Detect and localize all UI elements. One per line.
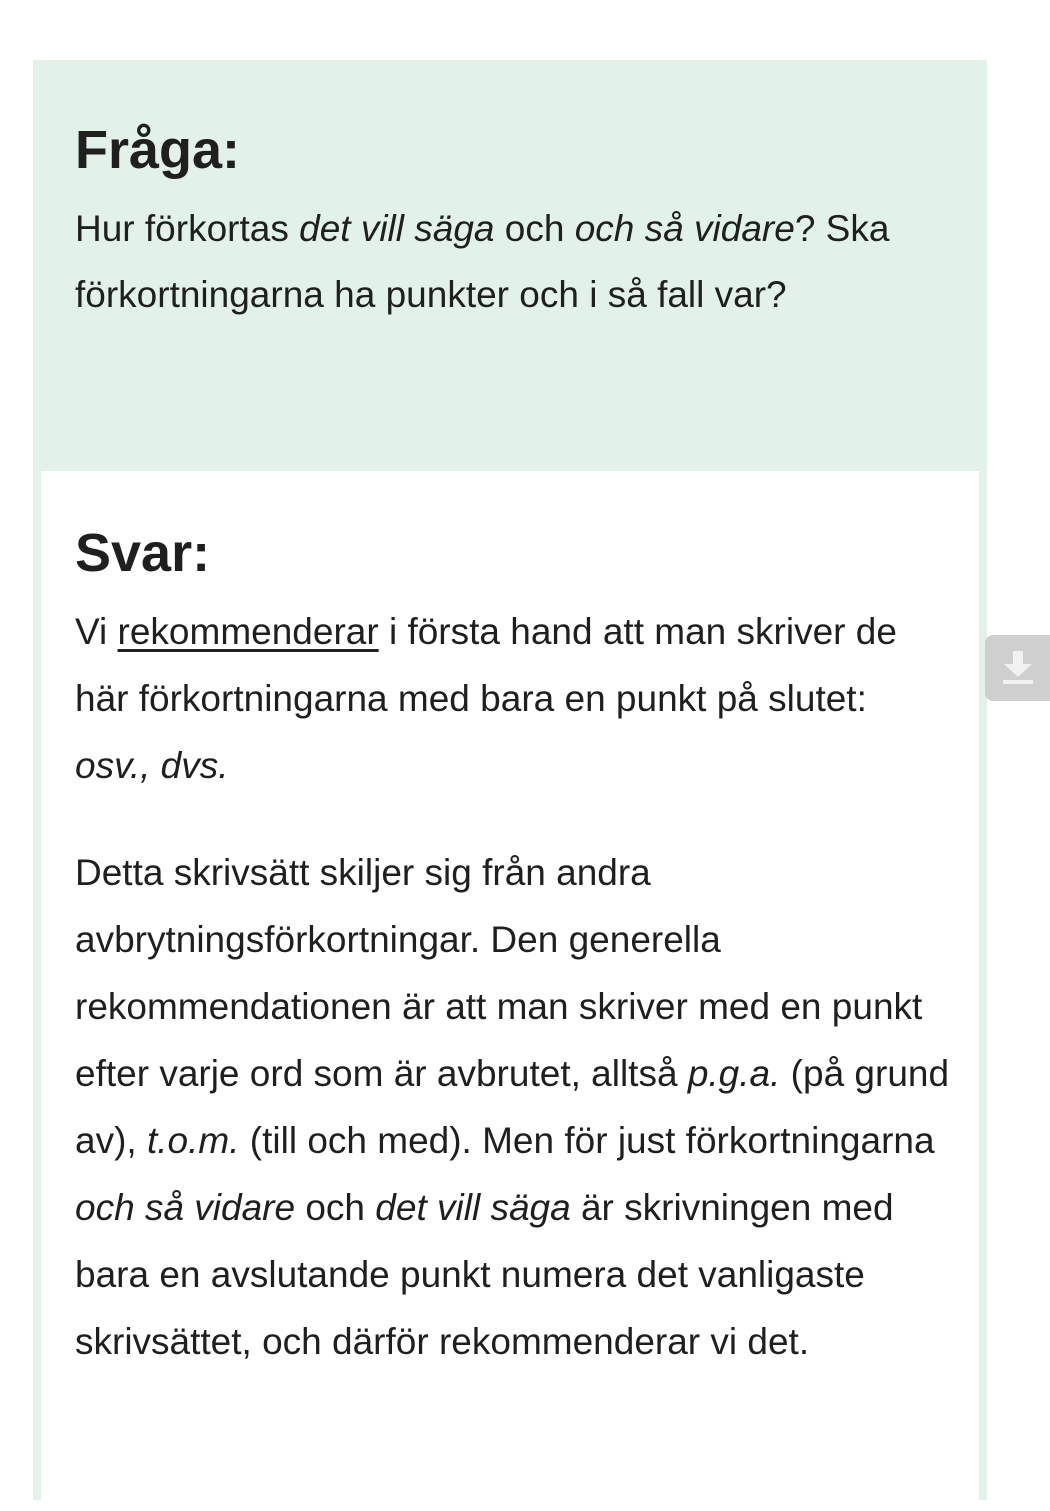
answer-paragraph-1 xyxy=(75,598,945,799)
download-button[interactable] xyxy=(985,635,1050,701)
answer-text-emphasis: osv., dvs. xyxy=(75,745,229,786)
answer-text-part: (till och med). Men för just förkortningarna xyxy=(239,1120,935,1161)
answer-text-part: Vi xyxy=(75,611,118,652)
answer-text-emphasis: t.o.m. xyxy=(146,1120,240,1161)
question-text xyxy=(75,196,925,328)
qa-card xyxy=(33,60,987,1500)
question-text-part: Hur förkortas xyxy=(75,208,300,249)
question-section xyxy=(33,60,987,471)
answer-text-emphasis: och så vidare xyxy=(75,1187,296,1228)
answer-text-part: och xyxy=(295,1187,376,1228)
answer-text-part: (på grund av), xyxy=(75,1053,950,1161)
question-text-part: ? Ska förkortningarna ha punkter och i så fall var? xyxy=(75,208,890,315)
rekommenderar-link[interactable]: rekommenderar xyxy=(117,611,379,652)
answer-paragraph-2 xyxy=(75,839,955,1375)
question-text-emphasis: och så vidare xyxy=(574,208,795,249)
answer-text-emphasis: p.g.a. xyxy=(687,1053,781,1094)
answer-text-part: i första hand att man skriver de här förkortningarna med bara en punkt på slutet: xyxy=(75,611,897,719)
answer-heading: Svar: xyxy=(75,523,211,583)
answer-section xyxy=(41,471,979,1511)
answer-text-part: är skrivningen med bara en avslutande punkt numera det vanligaste skrivsättet, och därför rekommenderar vi det. xyxy=(75,1187,894,1362)
question-text-emphasis: det vill säga xyxy=(299,208,495,249)
answer-text-emphasis: det vill säga xyxy=(375,1187,571,1228)
answer-text-part: Detta skrivsätt skiljer sig från andra avbrytningsförkortningar. Den generella rekommendationen är att man skriver med en punkt efter varje ord som är avbrutet, alltså xyxy=(75,852,923,1094)
question-heading: Fråga: xyxy=(75,120,241,180)
download-icon xyxy=(1001,649,1035,685)
question-text-part: och xyxy=(494,208,575,249)
